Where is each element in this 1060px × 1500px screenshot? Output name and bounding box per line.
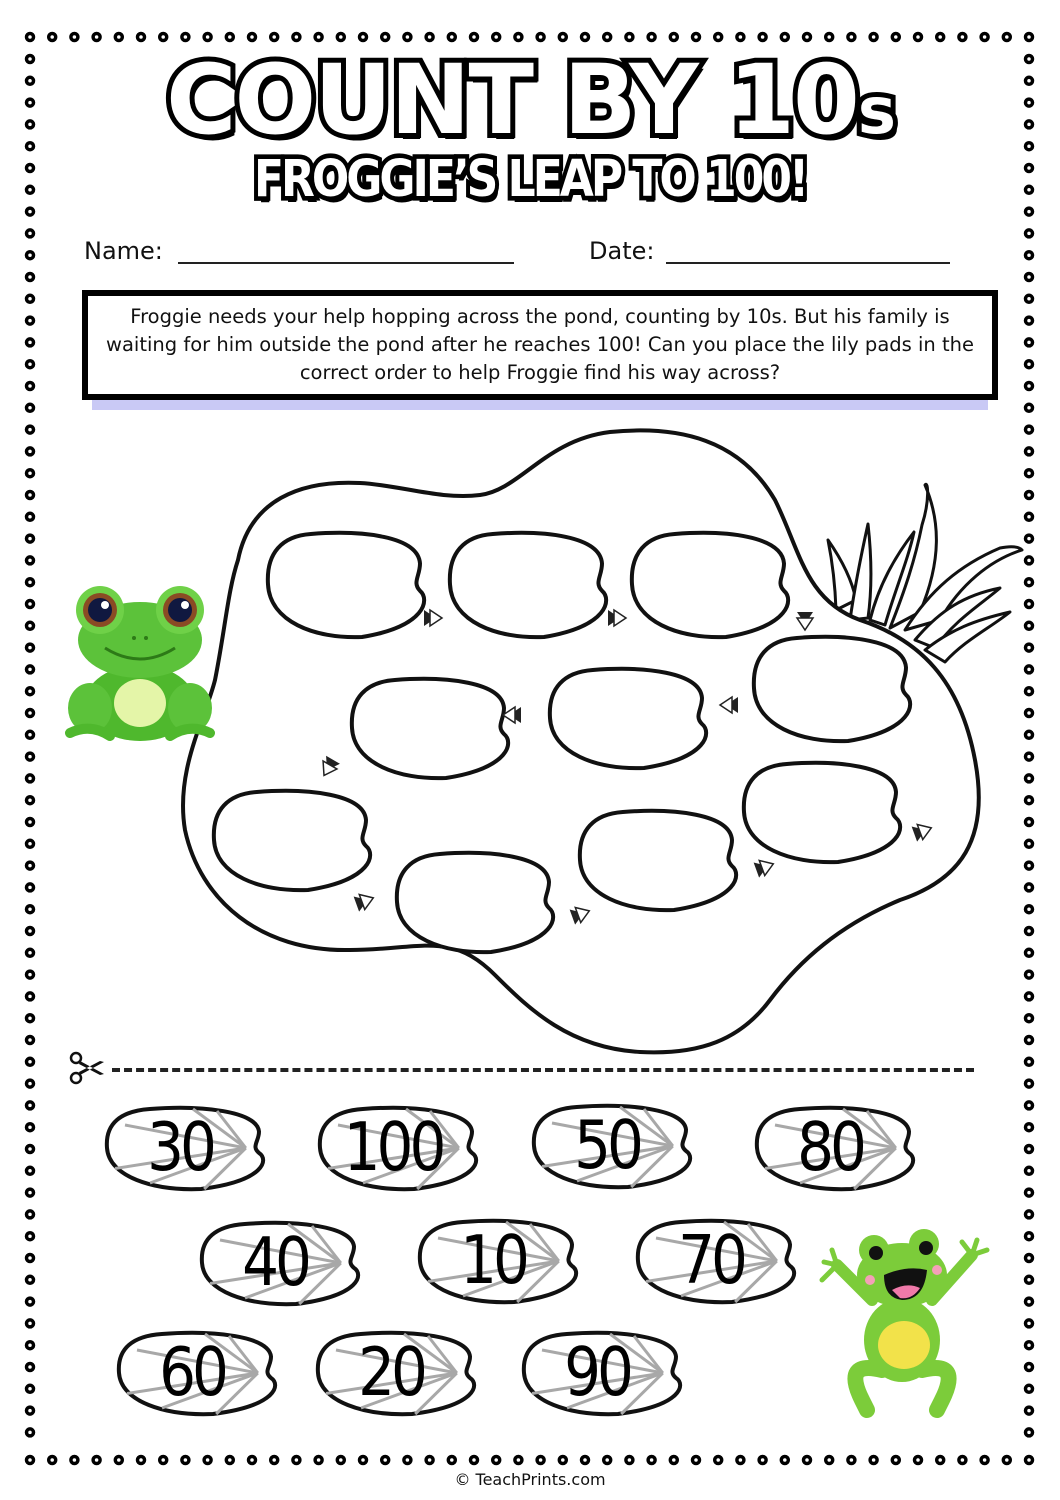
page-subtitle: FROGGIE’S LEAP TO 100! bbox=[253, 150, 807, 209]
number-lily-pad-label: 10 bbox=[460, 1220, 526, 1300]
number-lily-pad-label: 30 bbox=[147, 1107, 213, 1187]
number-lily-pad-label: 90 bbox=[564, 1332, 630, 1412]
date-label: Date: bbox=[589, 237, 655, 265]
number-lily-pad-label: 70 bbox=[678, 1220, 744, 1300]
number-lily-pad-label: 20 bbox=[358, 1332, 424, 1412]
number-lily-pad-label: 40 bbox=[242, 1222, 308, 1302]
number-lily-pad-label: 50 bbox=[574, 1105, 640, 1185]
page-title: COUNT BY 10s bbox=[166, 44, 894, 156]
number-lily-pad-label: 80 bbox=[797, 1107, 863, 1187]
instruction-text: Froggie needs your help hopping across the pond, counting by 10s. But his family is waiting for him outside the pond after he reaches 100! Can you place the lily pads in the correct order to help Froggie find his way across? bbox=[106, 305, 974, 384]
number-lily-pad-label: 60 bbox=[159, 1332, 225, 1412]
jumping-frog-illustration bbox=[812, 1220, 992, 1420]
copyright-footer: © TeachPrints.com bbox=[454, 1470, 606, 1489]
number-lily-pad-label: 100 bbox=[343, 1107, 443, 1187]
name-label: Name: bbox=[84, 237, 163, 265]
